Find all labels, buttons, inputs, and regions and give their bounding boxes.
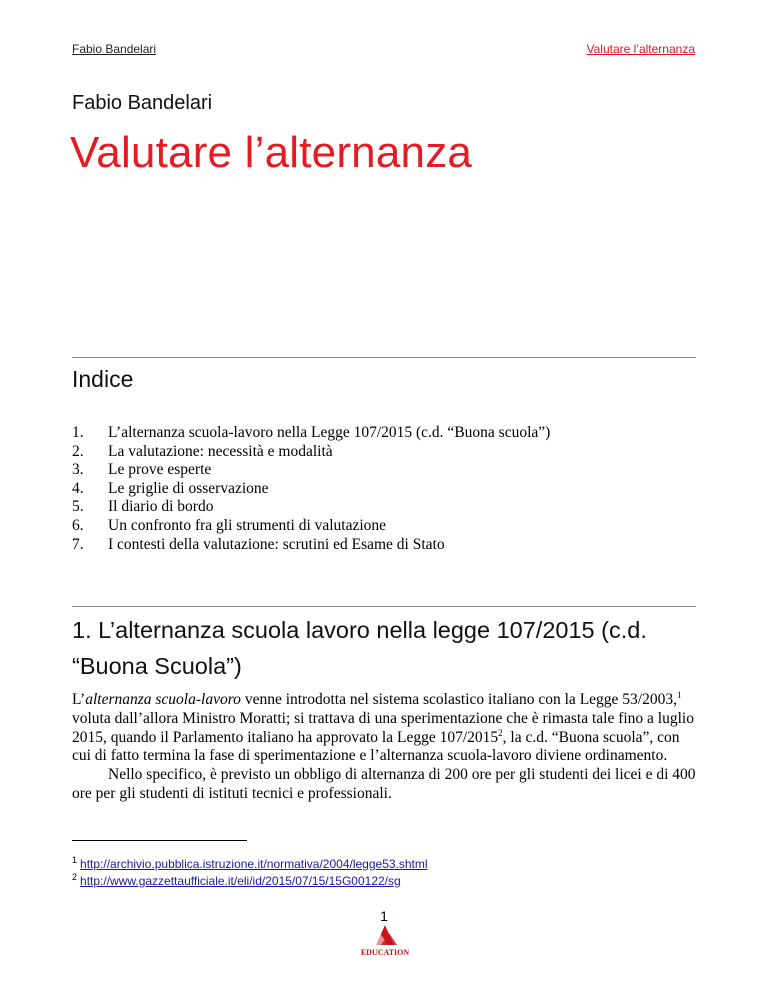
toc-item[interactable]: 5. Il diario di bordo [72, 498, 214, 516]
table-of-contents [72, 424, 550, 554]
toc-item-text: Il diario di bordo [108, 498, 214, 516]
footnote-ref[interactable]: 2 [498, 727, 503, 738]
section-body [72, 691, 702, 804]
footnote-ref[interactable]: 1 [676, 689, 682, 700]
toc-item-text: I contesti della valutazione: scrutini ed Esame di Stato [108, 535, 445, 553]
index-divider [72, 357, 696, 358]
running-header-title: Valutare l’alternanza [586, 42, 695, 56]
toc-item[interactable]: 7. I contesti della valutazione: scrutini ed Esame di Stato [72, 535, 445, 553]
index-heading: Indice [72, 366, 134, 392]
toc-item[interactable]: 1. L’alternanza scuola-lavoro nella Legge 107/2015 (c.d. “Buona scuola”) [72, 424, 551, 441]
toc-item[interactable]: 6. Un confronto fra gli strumenti di valutazione [72, 516, 387, 534]
toc-item-text: Le prove esperte [108, 461, 212, 479]
toc-item[interactable]: 4. Le griglie di osservazione [72, 479, 269, 497]
running-header-author: Fabio Bandelari [72, 42, 157, 56]
footnote-separator [72, 840, 247, 841]
toc-item-text: L’alternanza scuola-lavoro nella Legge 107/2015 (c.d. “Buona scuola”) [108, 424, 551, 441]
logo-text: EDUCATION [360, 948, 410, 957]
document-author: Fabio Bandelari [72, 92, 213, 114]
section-heading: 1. L’alternanza scuola lavoro nella legge 107/2015 (c.d. “Buona Scuola”) [72, 617, 647, 679]
toc-item-text: Un confronto fra gli strumenti di valutazione [108, 516, 387, 534]
paragraph: L’alternanza scuola-lavoro venne introdotta nel sistema scolastico italiano con la Legge 53/2003,$^1$ voluta dall’allora Ministro Moratti; si trattava di una sperimentazione che è rimasta tale fino a luglio 2015, quando il Parlamento italiano ha approvato la Legge 107/2015$^2$, la c.d. “Buona scuola”, con cui di fatto termina la fase di sperimentazione e l’alternanza scuola-lavoro diviene ordinamento. [72, 689, 694, 765]
footnote: $^2$ http://www.gazzettaufficiale.it/eli/id/2015/07/15/15G00122/sg [72, 872, 401, 888]
toc-item-text: La valutazione: necessità e modalità [108, 442, 333, 460]
section-divider [72, 606, 696, 607]
education-logo [359, 924, 411, 960]
page-number: 1 [380, 908, 388, 924]
toc-item-text: Le griglie di osservazione [108, 479, 269, 497]
footnote-link[interactable]: http://www.gazzettaufficiale.it/eli/id/2015/07/15/15G00122/sg [80, 874, 401, 888]
document-title: Valutare l’alternanza [70, 128, 473, 177]
toc-item[interactable]: 2. La valutazione: necessità e modalità [72, 442, 333, 460]
toc-item[interactable]: 3. Le prove esperte [72, 461, 212, 479]
footnote-link[interactable]: http://archivio.pubblica.istruzione.it/normativa/2004/legge53.shtml [80, 857, 428, 871]
footnote: $^1$ http://archivio.pubblica.istruzione.it/normativa/2004/legge53.shtml [72, 855, 428, 871]
paragraph: Nello specifico, è previsto un obbligo di alternanza di 200 ore per gli studenti dei licei e di 400 ore per gli studenti di istituti tecnici e professionali. [72, 766, 696, 802]
emphasis-term: alternanza scuola-lavoro [85, 691, 241, 708]
